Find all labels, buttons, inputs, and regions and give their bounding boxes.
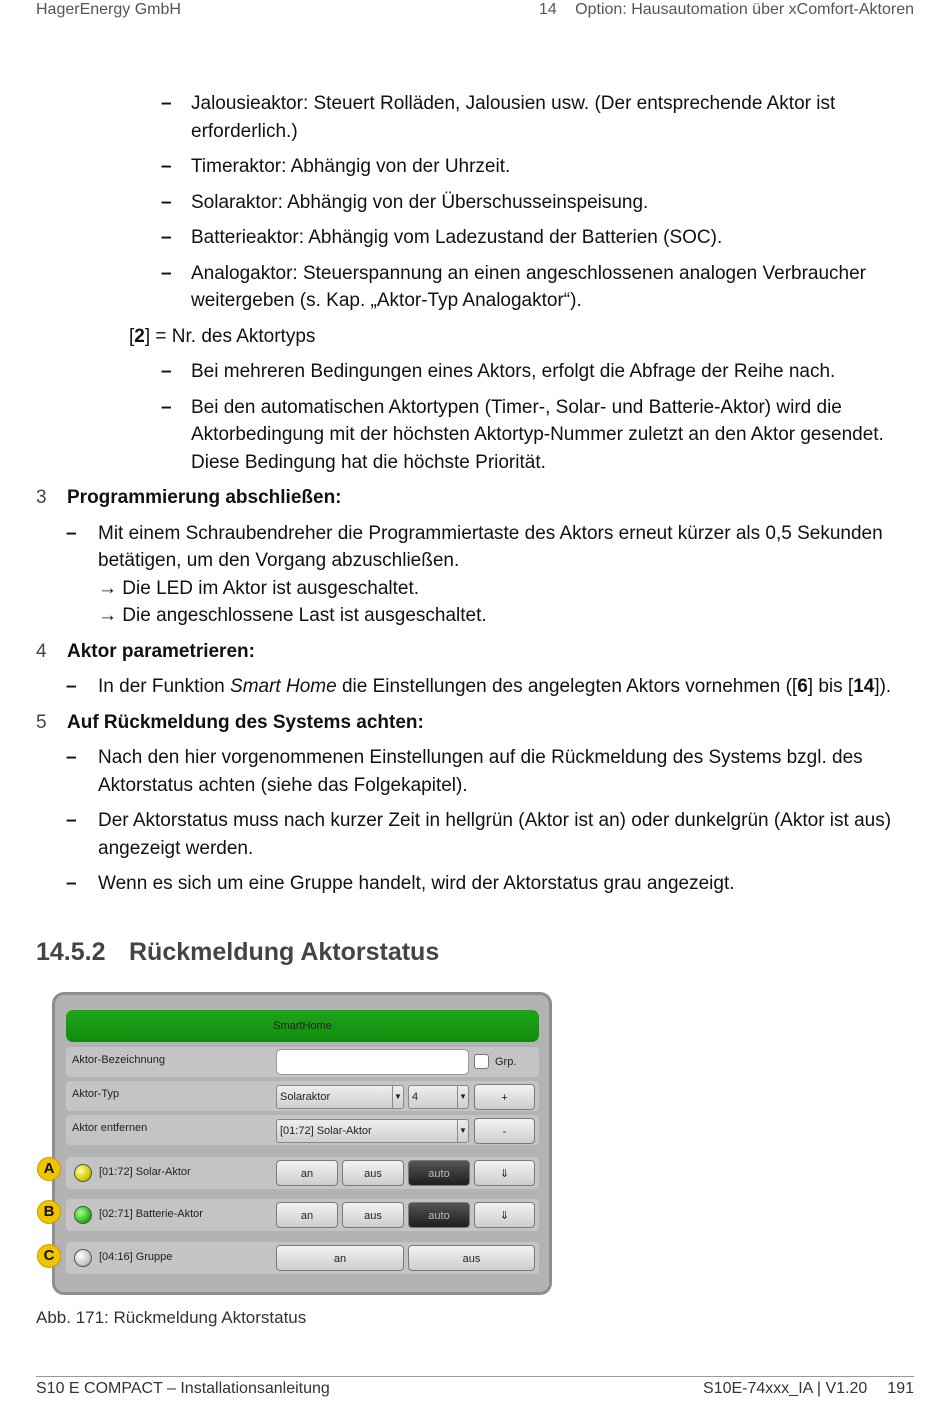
add-actor-button[interactable]: + xyxy=(474,1084,535,1110)
list-item-text: Mit einem Schraubendreher die Programmiertaste des Aktors erneut kürzer als 0,5 Sekunden betätigen, um den Vorgang abzuschließen. xyxy=(98,522,883,571)
dash-icon: – xyxy=(161,262,172,284)
step-title: Auf Rückmeldung des Systems achten: xyxy=(67,711,424,733)
actor-on-button[interactable]: an xyxy=(276,1160,338,1186)
result-line: → Die LED im Aktor ist ausgeschaltet. xyxy=(98,577,420,599)
status-led-icon xyxy=(74,1206,92,1224)
list-item-text: Analogaktor: Steuerspannung an einen angeschlossenen analogen Verbraucher weitergeben (s. Kap. „Aktor-Typ Analogaktor“). xyxy=(191,262,867,311)
list-item xyxy=(36,90,916,145)
list-item xyxy=(36,744,916,799)
list-item-text: Batterieaktor: Abhängig vom Ladezustand der Batterien (SOC). xyxy=(191,227,723,248)
company-name: HagerEnergy GmbH xyxy=(36,1,181,18)
group-label: Grp. xyxy=(495,1056,517,1068)
callout-marker-c: C xyxy=(37,1244,61,1268)
group-off-button[interactable]: aus xyxy=(408,1245,535,1271)
callout-marker-b: B xyxy=(37,1200,61,1224)
dash-icon: – xyxy=(161,156,172,177)
expand-down-icon[interactable]: ⇓ xyxy=(474,1160,535,1186)
dash-icon: – xyxy=(161,227,172,248)
list-item-text: Jalousieaktor: Steuert Rolläden, Jalousien usw. (Der entsprechende Aktor ist erforderlich.) xyxy=(191,93,836,142)
page-number: 191 xyxy=(887,1380,914,1397)
group-checkbox[interactable] xyxy=(474,1054,489,1069)
chapter-number: 14 xyxy=(538,1,557,18)
remove-actor-select[interactable]: [01:72] Solar-Aktor ▼ xyxy=(276,1119,469,1143)
actor-row-solar xyxy=(66,1157,539,1189)
dash-icon: – xyxy=(66,676,77,697)
footer-right xyxy=(703,1380,914,1398)
list-item xyxy=(36,358,916,386)
document-body xyxy=(36,90,916,906)
list-item-text: Solaraktor: Abhängig von der Überschusseinspeisung. xyxy=(191,191,649,213)
actor-label: [02:71] Batterie-Aktor xyxy=(99,1208,203,1220)
smarthome-title-bar: SmartHome xyxy=(66,1010,539,1042)
list-item xyxy=(36,394,916,477)
document-id: S10E-74xxx_IA | V1.20 xyxy=(703,1380,868,1397)
chapter-title: Option: Hausautomation über xComfort-Aktoren xyxy=(575,1,914,18)
actor-name-input[interactable] xyxy=(276,1049,469,1075)
actor-auto-button[interactable]: auto xyxy=(408,1160,470,1186)
actor-row-group xyxy=(66,1242,539,1274)
arrow-right-icon: → xyxy=(98,577,117,599)
list-item-text: Bei mehreren Bedingungen eines Aktors, erfolgt die Abfrage der Reihe nach. xyxy=(191,361,836,382)
actor-type-row xyxy=(66,1081,539,1111)
dash-icon: – xyxy=(66,747,77,768)
actor-name-label: Aktor-Bezeichnung xyxy=(72,1054,165,1066)
list-item xyxy=(36,520,916,630)
group-on-button[interactable]: an xyxy=(276,1245,404,1271)
function-name: Smart Home xyxy=(230,676,337,697)
status-led-icon xyxy=(74,1164,92,1182)
section-heading xyxy=(36,938,439,967)
actor-name-row xyxy=(66,1047,539,1077)
actor-type-select[interactable]: Solaraktor ▼ xyxy=(276,1085,404,1109)
list-item xyxy=(36,870,916,898)
callout-marker-a: A xyxy=(37,1157,61,1181)
arrow-right-icon: → xyxy=(98,605,117,626)
dropdown-arrow-icon: ▼ xyxy=(457,1120,468,1142)
actor-row-battery xyxy=(66,1199,539,1231)
actor-type-label: Aktor-Typ xyxy=(72,1088,120,1100)
product-name: S10 E COMPACT – Installationsanleitung xyxy=(36,1380,330,1397)
list-item-text: Wenn es sich um eine Gruppe handelt, wird der Aktorstatus grau angezeigt. xyxy=(98,873,735,894)
dash-icon: – xyxy=(161,396,172,418)
list-item-text: Nach den hier vorgenommenen Einstellungen auf die Rückmeldung des Systems bzgl. des Aktorstatus achten (siehe das Folgekapitel). xyxy=(98,747,863,796)
chapter-heading xyxy=(539,1,914,19)
remove-actor-label: Aktor entfernen xyxy=(72,1122,148,1134)
dash-icon: – xyxy=(66,873,77,894)
step-number: 4 xyxy=(36,640,47,662)
parameter-2-line: [2] = Nr. des Aktortyps xyxy=(129,325,316,347)
step-5-heading xyxy=(36,709,916,737)
list-item-text: Der Aktorstatus muss nach kurzer Zeit in hellgrün (Aktor ist an) oder dunkelgrün (Aktor ist aus) angezeigt werden. xyxy=(98,810,892,859)
result-line: → Die angeschlossene Last ist ausgeschaltet. xyxy=(98,605,487,626)
list-item xyxy=(36,153,916,181)
list-item xyxy=(36,807,916,862)
list-item xyxy=(36,260,916,315)
smarthome-panel xyxy=(52,992,552,1295)
status-led-icon xyxy=(74,1249,92,1267)
actor-off-button[interactable]: aus xyxy=(342,1160,404,1186)
actor-label: [01:72] Solar-Aktor xyxy=(99,1166,191,1178)
step-4-heading xyxy=(36,638,916,666)
figure-caption: Abb. 171: Rückmeldung Aktorstatus xyxy=(36,1308,307,1327)
dash-icon: – xyxy=(161,191,172,213)
dropdown-arrow-icon: ▼ xyxy=(392,1086,403,1108)
actor-auto-button[interactable]: auto xyxy=(408,1202,470,1228)
dash-icon: – xyxy=(66,522,77,544)
dash-icon: – xyxy=(66,810,77,831)
dropdown-arrow-icon: ▼ xyxy=(457,1086,468,1108)
parameter-number: 2 xyxy=(134,325,145,347)
actor-label: [04:16] Gruppe xyxy=(99,1251,173,1263)
footer-divider xyxy=(36,1376,914,1377)
step-number: 5 xyxy=(36,711,47,733)
remove-actor-row xyxy=(66,1115,539,1145)
actor-off-button[interactable]: aus xyxy=(342,1202,404,1228)
step-title: Aktor parametrieren: xyxy=(67,640,255,662)
actor-type-number-select[interactable]: 4 ▼ xyxy=(408,1085,469,1109)
list-item-text: Bei den automatischen Aktortypen (Timer-, Solar- und Batterie-Aktor) wird die Aktorbedingung mit der höchsten Aktortyp-Nummer zuletzt an den Aktor gesendet. Diese Bedingung hat die höchste Priorität. xyxy=(191,396,884,473)
list-item xyxy=(36,224,916,252)
actor-on-button[interactable]: an xyxy=(276,1202,338,1228)
step-number: 3 xyxy=(36,487,47,508)
section-title: Rückmeldung Aktorstatus xyxy=(129,938,440,966)
remove-actor-button[interactable]: - xyxy=(474,1118,535,1144)
list-item-text: In der Funktion Smart Home die Einstellungen des angelegten Aktors vornehmen ([6] bis [14]). xyxy=(98,676,892,697)
section-number: 14.5.2 xyxy=(36,938,106,966)
list-item xyxy=(36,189,916,217)
expand-down-icon[interactable]: ⇓ xyxy=(474,1202,535,1228)
dash-icon: – xyxy=(161,93,172,114)
list-item xyxy=(36,673,916,701)
step-3-heading xyxy=(36,484,916,512)
list-item-text: Timeraktor: Abhängig von der Uhrzeit. xyxy=(191,156,511,177)
page-header xyxy=(36,0,914,22)
step-title: Programmierung abschließen: xyxy=(67,487,342,508)
dash-icon: – xyxy=(161,361,172,382)
